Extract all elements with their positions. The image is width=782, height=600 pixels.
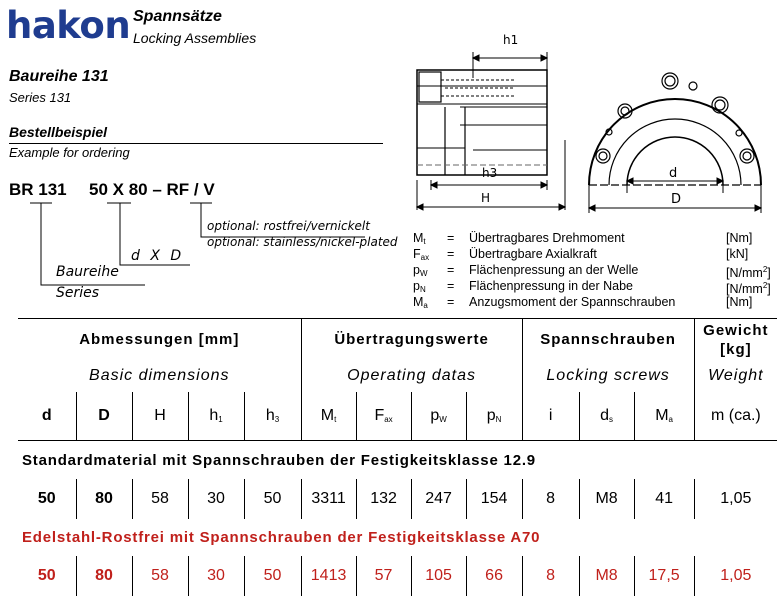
cell-H: 58	[132, 556, 188, 596]
cell-m: 1,05	[694, 556, 777, 596]
cell-mt: 3311	[301, 479, 356, 519]
note-dxd: d X D	[131, 248, 185, 264]
group-screws-en: Locking screws	[522, 361, 694, 392]
cell-d: 50	[37, 489, 56, 507]
cell-D: 80	[76, 556, 132, 596]
section-stainless: Edelstahl-Rostfrei mit Spannschrauben der Festigkeitsklasse A70	[22, 528, 541, 546]
group-operating-de: Übertragungswerte	[301, 319, 522, 361]
col-header: i	[522, 392, 579, 441]
cell-h3: 50	[244, 479, 301, 519]
order-code-series: BR 131	[9, 180, 67, 199]
cell-pw: 105	[411, 556, 466, 596]
cell-h3: 50	[244, 556, 301, 596]
cell-i: 8	[522, 556, 579, 596]
front-view-drawing	[575, 55, 775, 215]
col-header: $M_t$	[301, 392, 356, 441]
cell-ma: 41	[634, 479, 694, 519]
title-en: Locking Assemblies	[133, 30, 257, 46]
cell-h1: 30	[188, 479, 244, 519]
note-series-en: Series	[56, 285, 100, 301]
col-header: $p_N$	[466, 392, 522, 441]
group-dimensions-de: Abmessungen [mm]	[79, 331, 240, 349]
col-header: D	[76, 392, 132, 441]
cell-pn: 154	[466, 479, 522, 519]
order-example-title-de: Bestellbeispiel	[9, 124, 108, 140]
dim-h1: h1	[503, 33, 519, 47]
cell-H: 58	[132, 479, 188, 519]
note-series-de: Baureihe	[56, 264, 119, 280]
cell-mt: 1413	[301, 556, 356, 596]
group-screws-de: Spannschrauben	[522, 319, 694, 361]
specs-table	[18, 318, 777, 596]
dim-h3: h3	[482, 166, 498, 180]
cell-h1: 30	[188, 556, 244, 596]
order-example-rule	[9, 143, 383, 144]
col-header: d	[41, 407, 52, 425]
note-rf-de: optional: rostfrei/vernickelt	[207, 219, 370, 233]
dim-d: d	[669, 166, 678, 181]
group-operating-en: Operating datas	[301, 361, 522, 392]
col-header: H	[132, 392, 188, 441]
cell-D: 80	[76, 479, 132, 519]
section-view-drawing	[405, 30, 575, 215]
dim-H: H	[481, 191, 491, 205]
table-row-stainless	[18, 556, 777, 596]
cell-pn: 66	[466, 556, 522, 596]
col-header: $h_1$	[188, 392, 244, 441]
hakon-logo: hakon	[6, 4, 131, 47]
col-header: $M_a$	[634, 392, 694, 441]
series-title-en: Series 131	[9, 90, 72, 105]
col-header: $p_W$	[411, 392, 466, 441]
cell-m: 1,05	[694, 479, 777, 519]
group-weight-en: Weight	[694, 361, 777, 392]
col-header: $d_s$	[579, 392, 634, 441]
cell-ma: 17,5	[634, 556, 694, 596]
table-row-standard	[18, 479, 777, 519]
group-dimensions-en: Basic dimensions	[89, 367, 230, 385]
dim-D: D	[671, 192, 682, 207]
cell-i: 8	[522, 479, 579, 519]
cell-pw: 247	[411, 479, 466, 519]
series-title-de: Baureihe 131	[9, 68, 109, 85]
cell-fax: 57	[356, 556, 411, 596]
col-header: $F_{ax}$	[356, 392, 411, 441]
cell-fax: 132	[356, 479, 411, 519]
col-header: $h_3$	[244, 392, 301, 441]
order-example-title-en: Example for ordering	[9, 145, 130, 160]
cell-ds: M8	[579, 479, 634, 519]
order-code-size: 50 X 80 – RF / V	[89, 180, 215, 199]
title-de: Spannsätze	[133, 8, 222, 25]
col-header: m (ca.)	[694, 392, 777, 441]
group-weight-de: Gewicht [kg]	[694, 319, 777, 361]
note-rf-en: optional: stainless/nickel-plated	[207, 235, 398, 249]
cell-ds: M8	[579, 556, 634, 596]
section-standard: Standardmaterial mit Spannschrauben der Festigkeitsklasse 12.9	[22, 451, 536, 469]
cell-d: 50	[37, 567, 56, 585]
